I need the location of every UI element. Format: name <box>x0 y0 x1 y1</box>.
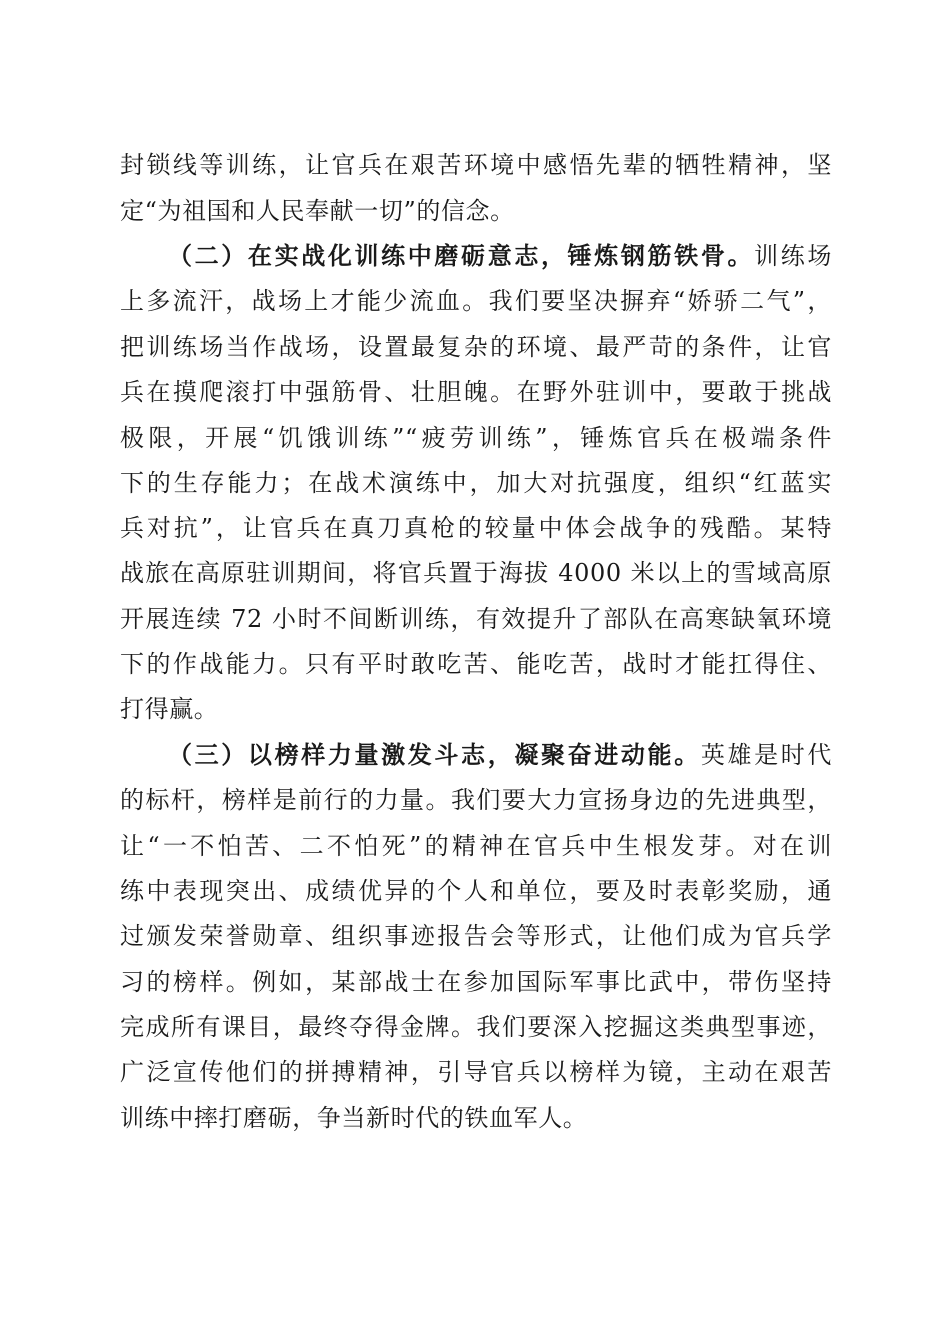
paragraph-2-line: 把训练场当作战场，设置最复杂的环境、最严苛的条件，让官 <box>120 333 832 361</box>
paragraph-2-line: 下的作战能力。只有平时敢吃苦、能吃苦，战时才能扛得住、 <box>120 650 832 678</box>
paragraph-2-line: 下的生存能力；在战术演练中，加大对抗强度，组织“红蓝实 <box>120 469 832 497</box>
paragraph-2-line: 兵对抗”，让官兵在真刀真枪的较量中体会战争的残酷。某特 <box>120 514 832 542</box>
paragraph-3-first-line <box>120 739 832 771</box>
paragraph-3-line: 广泛宣传他们的拼搏精神，引导官兵以榜样为镜，主动在艰苦 <box>120 1058 832 1086</box>
paragraph-3-line: 习的榜样。例如，某部战士在参加国际军事比武中，带伤坚持 <box>120 968 832 996</box>
paragraph-3-heading-rest: 英雄是时代 <box>700 741 833 769</box>
paragraph-3-line: 练中表现突出、成绩优异的个人和单位，要及时表彰奖励，通 <box>120 877 832 905</box>
paragraph-3-line: 训练中摔打磨砺，争当新时代的铁血军人。 <box>120 1104 588 1132</box>
paragraph-3-heading: （三）以榜样力量激发斗志，凝聚奋进动能。 <box>168 740 701 769</box>
paragraph-2-line: 极限，开展“饥饿训练”“疲劳训练”，锤炼官兵在极端条件 <box>120 424 832 452</box>
paragraph-2-line: 开展连续 72 小时不间断训练，有效提升了部队在高寒缺氧环境 <box>120 605 832 633</box>
paragraph-2-heading: （二）在实战化训练中磨砺意志，锤炼钢筋铁骨。 <box>168 241 755 270</box>
paragraph-1-line-1: 封锁线等训练，让官兵在艰苦环境中感悟先辈的牺牲精神，坚 <box>120 151 832 179</box>
paragraph-2-heading-rest: 训练场 <box>754 242 832 270</box>
paragraph-1-line-2: 定“为祖国和人民奉献一切”的信念。 <box>120 197 515 225</box>
paragraph-3-line: 的标杆，榜样是前行的力量。我们要大力宣扬身边的先进典型， <box>120 786 832 814</box>
paragraph-3-line: 让“一不怕苦、二不怕死”的精神在官兵中生根发芽。对在训 <box>120 832 832 860</box>
paragraph-2-line: 兵在摸爬滚打中强筋骨、壮胆魄。在野外驻训中，要敢于挑战 <box>120 378 832 406</box>
paragraph-3-line: 完成所有课目，最终夺得金牌。我们要深入挖掘这类典型事迹， <box>120 1013 832 1041</box>
paragraph-2-line: 战旅在高原驻训期间，将官兵置于海拔 4000 米以上的雪域高原 <box>120 559 832 587</box>
paragraph-2-line: 打得赢。 <box>120 695 219 723</box>
paragraph-2-first-line <box>120 240 832 272</box>
paragraph-2-line: 上多流汗，战场上才能少流血。我们要坚决摒弃“娇骄二气”， <box>120 287 832 315</box>
paragraph-3-line: 过颁发荣誉勋章、组织事迹报告会等形式，让他们成为官兵学 <box>120 922 832 950</box>
